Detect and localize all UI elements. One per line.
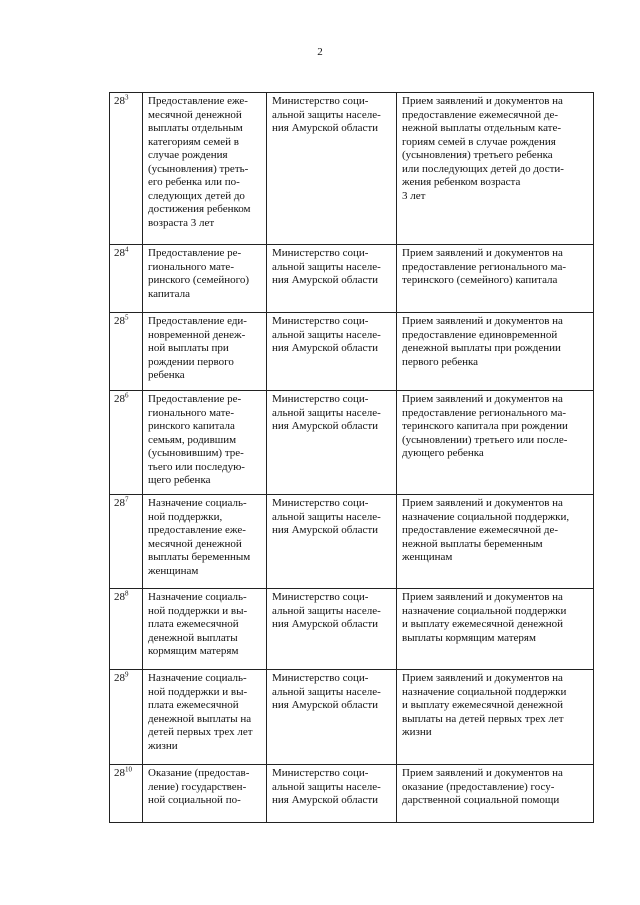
row-number-base: 28	[114, 315, 125, 327]
service-name-line: плата ежемесячной	[148, 699, 239, 711]
service-description-line: назначение социальной поддержки	[402, 604, 567, 617]
service-description-line: назначение социальной поддержки,	[402, 510, 570, 523]
service-name-line: Назначение социаль-	[148, 497, 247, 509]
service-description-line: женщинам	[402, 551, 453, 563]
service-description-line: Прием заявлений и документов на	[402, 497, 563, 509]
ministry-name-line: Министерство соци-	[272, 672, 369, 684]
service-description-line: Прием заявлений и документов на	[402, 672, 563, 684]
service-description	[397, 391, 594, 495]
service-name-line: щего ребенка	[148, 474, 211, 486]
row-number	[110, 589, 143, 670]
service-description-line: жения ребенком возраста	[402, 176, 521, 188]
ministry-name	[267, 93, 397, 245]
ministry-name-line: Министерство соци-	[272, 497, 369, 509]
service-description-line: выплаты на детей первых трех лет	[402, 712, 564, 725]
service-name-line: его ребенка или по-	[148, 176, 240, 188]
ministry-name-line: ния Амурской области	[272, 618, 379, 630]
ministry-name-line: альной защиты населе-	[272, 510, 381, 523]
service-name-line: Предоставление еди-	[148, 315, 247, 327]
service-name-line: детей первых трех лет	[148, 726, 253, 738]
service-name-line: (усыновившим) тре-	[148, 447, 244, 459]
row-number-superscript: 9	[125, 670, 129, 679]
service-name-line: кормящим матерям	[148, 645, 239, 657]
service-description	[397, 93, 594, 245]
ministry-name-line: Министерство соци-	[272, 767, 369, 779]
service-name-line: месячной денежной	[148, 537, 242, 550]
service-name	[143, 391, 267, 495]
service-name-line: Назначение социаль-	[148, 672, 247, 684]
service-name-line: гионального мате-	[148, 406, 234, 419]
row-number	[110, 495, 143, 589]
service-description-line: дарственной социальной помощи	[402, 794, 560, 806]
ministry-name-line: Министерство соци-	[272, 315, 369, 327]
row-number-base: 28	[114, 247, 125, 259]
table-row	[110, 670, 594, 765]
service-name-line: ребенка	[148, 369, 185, 381]
row-number-superscript: 8	[125, 589, 129, 598]
service-name-line: рождении первого	[148, 355, 234, 368]
row-number	[110, 670, 143, 765]
ministry-name-line: альной защиты населе-	[272, 108, 381, 121]
service-description-line: Прием заявлений и документов на	[402, 591, 563, 603]
service-description-line: выплаты кормящим матерям	[402, 631, 536, 644]
row-number-base: 28	[114, 497, 125, 509]
service-name-line: денежной выплаты	[148, 631, 238, 644]
service-name-line: возраста 3 лет	[148, 216, 215, 229]
table-row	[110, 495, 594, 589]
row-number-superscript: 5	[125, 313, 129, 322]
service-name-line: ринского капитала	[148, 420, 235, 432]
row-number-superscript: 10	[125, 765, 132, 774]
service-description-line: оказание (предоставление) госу-	[402, 780, 555, 793]
service-description	[397, 765, 594, 823]
service-description-line: первого ребенка	[402, 355, 479, 368]
ministry-name-line: альной защиты населе-	[272, 604, 381, 617]
ministry-name	[267, 313, 397, 391]
service-description	[397, 245, 594, 313]
service-description-line: предоставление регионального ма-	[402, 406, 566, 419]
service-description-line: назначение социальной поддержки	[402, 685, 567, 698]
ministry-name	[267, 495, 397, 589]
service-name-line: денежной выплаты на	[148, 712, 252, 725]
service-name-line: предоставление еже-	[148, 524, 246, 536]
row-number-base: 28	[114, 95, 125, 107]
service-name-line: Предоставление еже-	[148, 95, 248, 107]
service-name-line: ринского (семейного)	[148, 274, 250, 286]
service-description	[397, 495, 594, 589]
service-name-line: ление) государствен-	[148, 780, 247, 793]
service-name-line: Предоставление ре-	[148, 247, 242, 259]
service-description-line: или последующих детей до дости-	[402, 162, 564, 175]
ministry-name-line: ния Амурской области	[272, 122, 379, 134]
row-number	[110, 313, 143, 391]
services-table	[109, 92, 594, 823]
ministry-name-line: альной защиты населе-	[272, 406, 381, 419]
service-name-line: месячной денежной	[148, 108, 242, 121]
service-description-line: предоставление ежемесячной де-	[402, 524, 559, 536]
table-row	[110, 245, 594, 313]
table-row	[110, 589, 594, 670]
row-number	[110, 765, 143, 823]
table-row	[110, 391, 594, 495]
ministry-name-line: альной защиты населе-	[272, 328, 381, 341]
service-name-line: случае рождения	[148, 149, 228, 161]
service-description-line: теринского капитала при рождении	[402, 420, 568, 432]
row-number-superscript: 7	[125, 495, 129, 504]
service-name-line: достижения ребенком	[148, 203, 251, 215]
ministry-name-line: ния Амурской области	[272, 274, 379, 286]
ministry-name-line: ния Амурской области	[272, 420, 379, 432]
ministry-name	[267, 589, 397, 670]
service-description-line: нежной выплаты отдельным кате-	[402, 122, 562, 134]
service-name-line: семьям, родившим	[148, 433, 237, 446]
row-number	[110, 93, 143, 245]
ministry-name-line: альной защиты населе-	[272, 780, 381, 793]
service-name-line: Предоставление ре-	[148, 393, 242, 405]
row-number	[110, 245, 143, 313]
ministry-name-line: Министерство соци-	[272, 247, 369, 259]
service-description-line: теринского (семейного) капитала	[402, 274, 558, 286]
ministry-name-line: Министерство соци-	[272, 95, 369, 107]
service-name-line: жизни	[148, 739, 178, 752]
service-description-line: предоставление единовременной	[402, 328, 558, 341]
service-description-line: гориям семей в случае рождения	[402, 135, 556, 148]
service-name-line: капитала	[148, 287, 190, 300]
service-name-line: категориям семей в	[148, 135, 239, 148]
service-description	[397, 313, 594, 391]
service-name	[143, 313, 267, 391]
row-number-base: 28	[114, 767, 125, 779]
service-name-line: ной поддержки и вы-	[148, 604, 248, 617]
service-name-line: следующих детей до	[148, 189, 245, 202]
service-description-line: дующего ребенка	[402, 447, 484, 459]
service-name-line: женщинам	[148, 564, 199, 577]
ministry-name-line: ния Амурской области	[272, 524, 379, 536]
row-number-superscript: 4	[125, 245, 129, 254]
service-name-line: ной социальной по-	[148, 794, 241, 806]
service-name	[143, 670, 267, 765]
service-description-line: Прием заявлений и документов на	[402, 767, 563, 779]
service-name-line: ной выплаты при	[148, 342, 229, 354]
ministry-name	[267, 245, 397, 313]
service-name	[143, 93, 267, 245]
service-name-line: ной поддержки и вы-	[148, 685, 248, 698]
service-name	[143, 495, 267, 589]
service-name-line: Назначение социаль-	[148, 591, 247, 603]
ministry-name-line: альной защиты населе-	[272, 260, 381, 273]
service-name-line: гионального мате-	[148, 260, 234, 273]
service-name-line: Оказание (предостав-	[148, 767, 250, 779]
service-name-line: тьего или последую-	[148, 460, 245, 473]
service-description-line: Прием заявлений и документов на	[402, 247, 563, 259]
service-description-line: нежной выплаты беременным	[402, 537, 543, 550]
service-name-line: новременной денеж-	[148, 328, 246, 341]
service-description-line: (усыновлении) третьего или после-	[402, 433, 568, 446]
service-name-line: выплаты отдельным	[148, 122, 243, 134]
service-name-line: (усыновления) треть-	[148, 162, 249, 175]
service-description-line: предоставление ежемесячной де-	[402, 108, 559, 121]
service-description-line: и выплату ежемесячной денежной	[402, 699, 564, 711]
ministry-name-line: Министерство соци-	[272, 393, 369, 405]
service-description-line: денежной выплаты при рождении	[402, 342, 561, 354]
service-description-line: (усыновления) третьего ребенка	[402, 149, 553, 161]
service-description-line: и выплату ежемесячной денежной	[402, 618, 564, 630]
ministry-name-line: Министерство соци-	[272, 591, 369, 603]
page-number: 2	[317, 46, 323, 58]
table-row	[110, 313, 594, 391]
row-number	[110, 391, 143, 495]
service-name	[143, 765, 267, 823]
row-number-superscript: 3	[125, 93, 129, 102]
row-number-base: 28	[114, 672, 125, 684]
service-name	[143, 245, 267, 313]
service-description-line: Прием заявлений и документов на	[402, 95, 563, 107]
service-description-line: Прием заявлений и документов на	[402, 315, 563, 327]
service-description	[397, 670, 594, 765]
table-row	[110, 93, 594, 245]
service-name-line: плата ежемесячной	[148, 618, 239, 630]
table-row	[110, 765, 594, 823]
row-number-base: 28	[114, 393, 125, 405]
ministry-name-line: ния Амурской области	[272, 342, 379, 354]
row-number-base: 28	[114, 591, 125, 603]
service-name	[143, 589, 267, 670]
service-description-line: Прием заявлений и документов на	[402, 393, 563, 405]
ministry-name-line: ния Амурской области	[272, 794, 379, 806]
ministry-name	[267, 391, 397, 495]
ministry-name	[267, 670, 397, 765]
ministry-name-line: альной защиты населе-	[272, 685, 381, 698]
service-description-line: предоставление регионального ма-	[402, 260, 566, 273]
service-name-line: ной поддержки,	[148, 510, 223, 523]
service-description	[397, 589, 594, 670]
service-description-line: жизни	[402, 726, 432, 738]
row-number-superscript: 6	[125, 391, 129, 400]
ministry-name	[267, 765, 397, 823]
service-description-line: 3 лет	[402, 189, 426, 202]
ministry-name-line: ния Амурской области	[272, 699, 379, 711]
service-name-line: выплаты беременным	[148, 551, 251, 563]
